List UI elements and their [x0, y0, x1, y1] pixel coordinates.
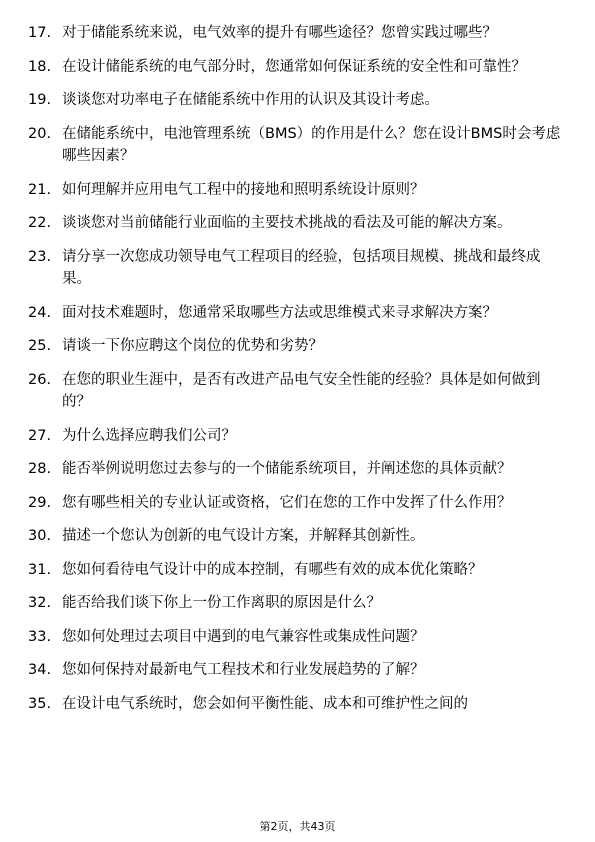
question-item	[28, 559, 568, 582]
question-text: 谈谈您对当前储能行业面临的主要技术挑战的看法及可能的解决方案。	[62, 215, 512, 231]
question-text: 谈谈您对功率电子在储能系统中作用的认识及其设计考虑。	[62, 92, 439, 108]
question-text: 能否给我们谈下你上一份工作离职的原因是什么？	[62, 595, 381, 611]
question-item	[28, 123, 568, 168]
question-text: 如何理解并应用电气工程中的接地和照明系统设计原则？	[62, 181, 425, 198]
question-number: 27.	[28, 427, 52, 444]
question-item	[28, 246, 568, 291]
question-text: 为什么选择应聘我们公司？	[62, 427, 236, 444]
question-number: 18.	[28, 58, 52, 75]
question-number: 26.	[28, 371, 52, 388]
question-text: 您如何处理过去项目中遇到的电气兼容性或集成性问题？	[62, 628, 425, 645]
question-number: 20.	[28, 125, 52, 142]
question-text: 请谈一下你应聘这个岗位的优势和劣势？	[62, 338, 323, 354]
question-item	[28, 458, 568, 481]
question-item	[28, 335, 568, 358]
question-text: 对于储能系统来说，电气效率的提升有哪些途径？您曾实践过哪些？	[62, 25, 497, 41]
question-text: 您如何看待电气设计中的成本控制，有哪些有效的成本优化策略？	[62, 561, 483, 578]
question-item	[28, 492, 568, 515]
question-item	[28, 212, 568, 235]
question-number: 31.	[28, 561, 52, 578]
question-number: 22.	[28, 215, 52, 231]
question-text: 您如何保持对最新电气工程技术和行业发展趋势的了解？	[62, 662, 425, 678]
question-number: 33.	[28, 628, 52, 645]
question-item	[28, 525, 568, 548]
question-item	[28, 659, 568, 682]
question-text: 在您的职业生涯中，是否有改进产品电气安全性能的经验？具体是如何做到的？	[62, 371, 541, 410]
question-item	[28, 179, 568, 202]
question-text: 在设计储能系统的电气部分时，您通常如何保证系统的安全性和可靠性？	[62, 58, 526, 75]
question-number: 32.	[28, 595, 52, 611]
question-list	[28, 22, 568, 726]
question-number: 17.	[28, 25, 52, 41]
question-text: 描述一个您认为创新的电气设计方案，并解释其创新性。	[62, 528, 425, 544]
question-text: 能否举例说明您过去参与的一个储能系统项目，并阐述您的具体贡献？	[62, 461, 512, 477]
question-text: 面对技术难题时，您通常采取哪些方法或思维模式来寻求解决方案？	[62, 304, 497, 321]
question-text: 在储能系统中，电池管理系统（BMS）的作用是什么？您在设计BMS时会考虑哪些因素？	[62, 125, 561, 164]
question-item	[28, 302, 568, 325]
question-text: 在设计电气系统时，您会如何平衡性能、成本和可维护性之间的	[62, 695, 468, 712]
question-text: 您有哪些相关的专业认证或资格，它们在您的工作中发挥了什么作用？	[62, 494, 512, 511]
question-item	[28, 22, 568, 45]
question-item	[28, 369, 568, 414]
question-number: 21.	[28, 181, 52, 198]
question-item	[28, 425, 568, 448]
question-number: 34.	[28, 662, 52, 678]
question-number: 35.	[28, 695, 52, 712]
question-number: 29.	[28, 494, 52, 511]
question-text: 请分享一次您成功领导电气工程项目的经验，包括项目规模、挑战和最终成果。	[62, 248, 541, 287]
question-item	[28, 693, 568, 716]
question-item	[28, 56, 568, 79]
question-number: 23.	[28, 248, 52, 265]
question-number: 28.	[28, 461, 52, 477]
question-item	[28, 89, 568, 112]
question-number: 25.	[28, 338, 52, 354]
question-item	[28, 626, 568, 649]
page-footer: 第2页，共43页	[259, 820, 336, 833]
question-number: 24.	[28, 304, 52, 321]
question-number: 30.	[28, 528, 52, 544]
question-number: 19.	[28, 92, 52, 108]
question-item	[28, 592, 568, 615]
